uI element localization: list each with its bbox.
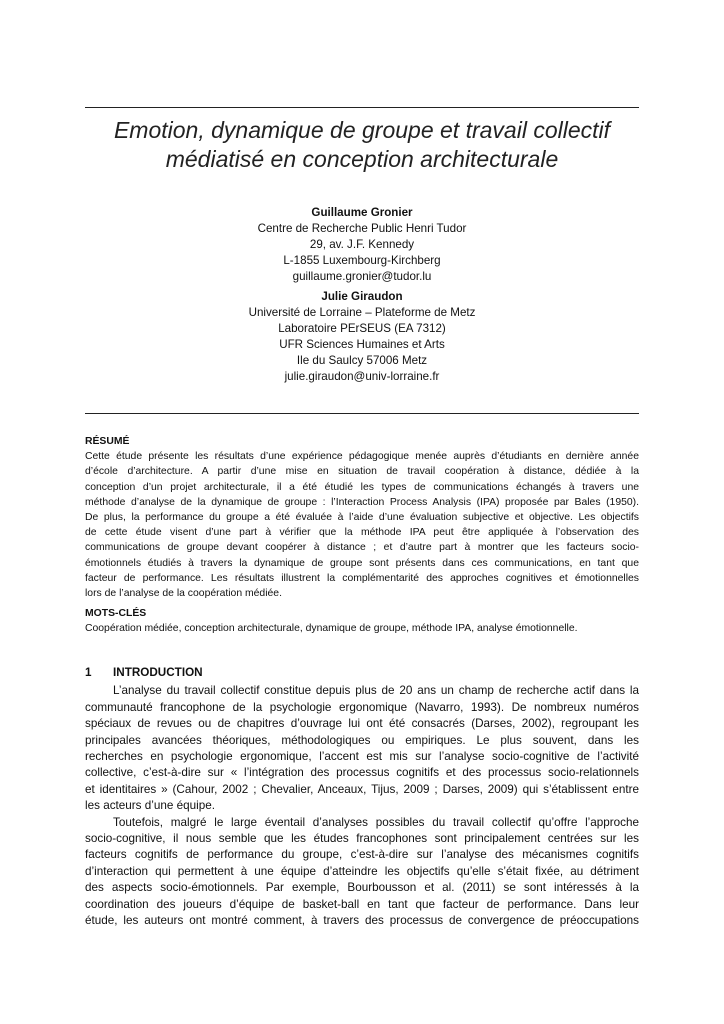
affiliation-line: Centre de Recherche Public Henri Tudor [257,222,467,235]
text-line: les acteurs d’une équipe. [85,799,215,813]
title-line: médiatisé en conception architecturale [165,146,559,172]
top-rule [85,107,639,108]
affiliation-line: L-1855 Luxembourg-Kirchberg [283,254,441,267]
author-email: guillaume.gronier@tudor.lu [292,270,432,283]
abstract-heading: RÉSUMÉ [85,436,130,447]
abstract-rule [85,413,639,414]
text-line: coordination des joueurs d’équipe de basket-ball en tant que facteur de performance. Dans leur [85,897,639,911]
authors-block [85,205,639,385]
section-heading [85,665,639,681]
author-name: Guillaume Gronier [311,206,413,219]
text-line: lors de l’analyse de la coopération médiée. [85,588,282,600]
text-line: et identitaires » (Cahour, 2002 ; Chevalier, Anceaux, Tijus, 2009 ; Darses, 2009) qui s’établissent entre [85,782,639,796]
text-line: collective, c’est-à-dire sur « l’intégration des processus cognitifs et des processus socio-relationnels [85,766,639,780]
affiliation-line: UFR Sciences Humaines et Arts [279,338,445,351]
section-title: INTRODUCTION [113,666,203,679]
author-email: julie.giraudon@univ-lorraine.fr [284,370,440,383]
paragraph [85,815,639,930]
introduction-section [85,665,639,930]
text-line: De plus, la performance du groupe a été évaluée à l’aide d’une évaluation subjective et objective. Les objectifs [85,512,639,524]
text-line: Cette étude présente les résultats d’une expérience pédagogique menée auprès d’étudiants en dernière année [85,451,639,463]
text-line: facteur de performance. Les résultats illustrent la complémentarité des approches cognitives et émotionnelles [85,572,639,584]
text-line: spéciaux de revues ou de chapitres d’ouvrage lui ont été consacrés (Darses, 2002), regroupant les [85,717,639,731]
section-number: 1 [85,666,92,679]
text-line: d’interaction qui permettent à une équipe d’atteindre les objectifs qu’elle s’était fixée, au détriment [85,864,639,878]
affiliation-line: 29, av. J.F. Kennedy [309,238,415,251]
text-line: d’école d’architecture. A partir d’une mise en situation de travail coopération à distance, dédiée à la [85,466,639,478]
text-line: méthode d’analyse de la dynamique de groupe : l’Interaction Process Analysis (IPA) proposée par Bales (1950). [85,496,639,508]
text-line: principales avancées théoriques, méthodologiques ou empiriques. Le plus souvent, dans les [85,733,639,747]
abstract-body [85,449,639,601]
paragraph [85,683,639,814]
text-line: Toutefois, malgré le large éventail d’analyses possibles du travail collectif qu’offre l’approche [113,815,639,829]
affiliation-line: Laboratoire PErSEUS (EA 7312) [278,322,446,335]
text-line: recherches en psychologie ergonomique, l’accent est mis sur l’analyse socio-cognitive de l’activité [85,750,639,764]
text-line: facteurs cognitifs de performance du groupe, c’est-à-dire sur l’analyse des mécanismes cognitifs [85,848,639,862]
text-line: de cette étude visent d’une part à vérifier que la méthode IPA peut être appliquée à l’observation des [85,527,639,539]
affiliation-line: Ile du Saulcy 57006 Metz [296,354,428,367]
text-line: communications de groupe devant coopérer à distance ; et d’autre part à montrer que les facteurs socio- [85,542,639,554]
keywords-heading: MOTS-CLÉS [85,608,147,620]
affiliation-line: Université de Lorraine – Plateforme de Metz [248,306,476,319]
author-name: Julie Giraudon [321,290,403,303]
text-line: des aspects socio-émotionnels. Par exemple, Bourbousson et al. (2011) se sont intéressés à la [85,881,639,895]
abstract-section [85,434,639,637]
text-line: communauté francophone de la psychologie ergonomique (Navarro, 1993). De nombreux numéros [85,700,639,714]
text-line: émotionnels étudiés à travers la dynamique de groupe sont présents dans ces communications, en tant que [85,557,639,569]
text-line: L’analyse du travail collectif constitue depuis plus de 20 ans un champ de recherche actif dans la [113,684,639,698]
text-line: socio-cognitive, il nous semble que les études francophones sont principalement centrées sur les [85,832,639,846]
text-line: étude, les auteurs ont montré comment, à travers des processus de convergence de préoccupations [85,914,639,928]
keywords-text: Coopération médiée, conception architecturale, dynamique de groupe, méthode IPA, analyse émotionnelle. [85,623,578,635]
paper-title [85,116,639,174]
text-line: conception d’un projet architecturale, il a été étudié les types de communications échangés à travers une [85,481,639,493]
title-line: Emotion, dynamique de groupe et travail collectif [113,117,611,143]
